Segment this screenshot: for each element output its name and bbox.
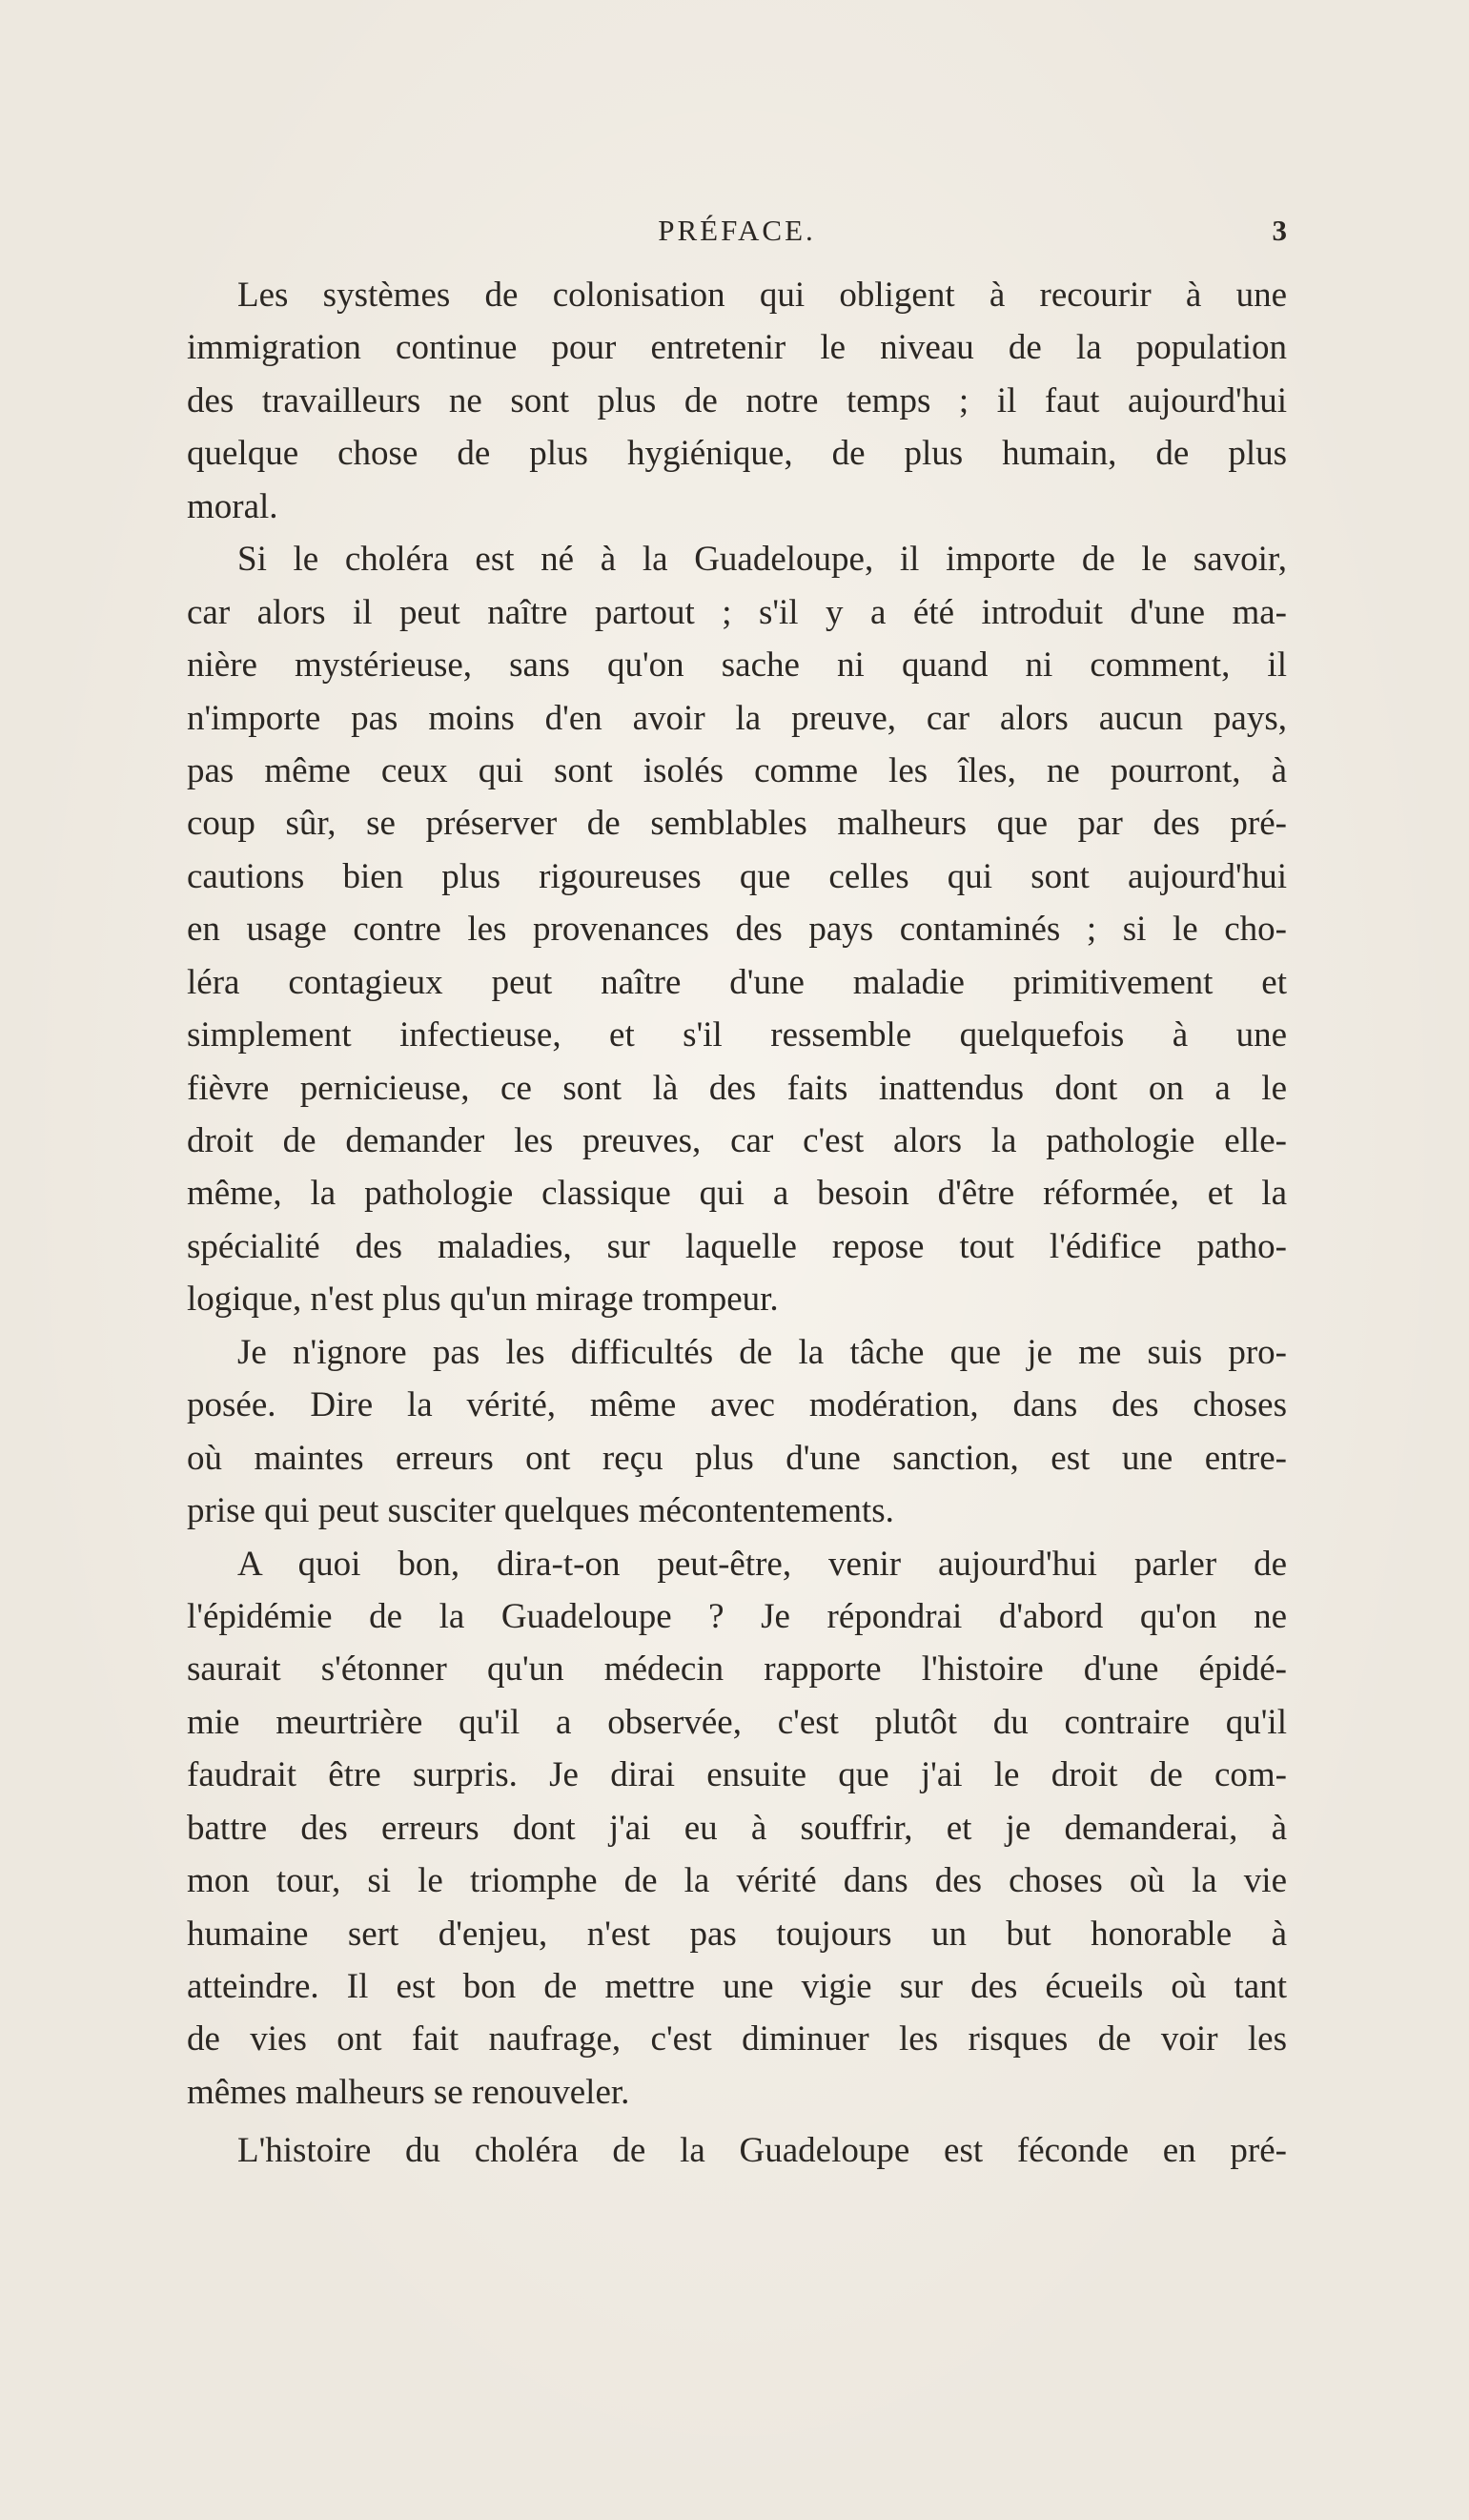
text-line: de vies ont fait naufrage, c'est diminuer les risques de voir les bbox=[187, 2019, 1287, 2059]
text-line: des travailleurs ne sont plus de notre temps ; il faut aujourd'hui bbox=[187, 380, 1287, 420]
text-line: léra contagieux peut naître d'une maladie primitivement et bbox=[187, 962, 1287, 1002]
text-line: coup sûr, se préserver de semblables malheurs que par des pré- bbox=[187, 804, 1287, 844]
text-line: humaine sert d'enjeu, n'est pas toujours un but honorable à bbox=[187, 1914, 1287, 1954]
text-line: droit de demander les preuves, car c'est alors la pathologie elle- bbox=[187, 1121, 1287, 1160]
text-line: même, la pathologie classique qui a besoin d'être réformée, et la bbox=[187, 1174, 1287, 1214]
text-line: Les systèmes de colonisation qui obligent à recourir à une bbox=[237, 276, 1287, 315]
text-line: moral. bbox=[187, 486, 278, 526]
page-number: 3 bbox=[1272, 214, 1287, 247]
running-title: PRÉFACE. bbox=[658, 214, 816, 247]
text-line: simplement infectieuse, et s'il ressemble quelquefois à une bbox=[187, 1015, 1287, 1055]
text-line: en usage contre les provenances des pays contaminés ; si le cho- bbox=[187, 910, 1287, 950]
text-line: mon tour, si le triomphe de la vérité dans des choses où la vie bbox=[187, 1861, 1287, 1901]
text-line: atteindre. Il est bon de mettre une vigie sur des écueils où tant bbox=[187, 1967, 1287, 2006]
body-text bbox=[187, 269, 1287, 2178]
text-line: cautions bien plus rigoureuses que celles qui sont aujourd'hui bbox=[187, 856, 1287, 896]
text-line: car alors il peut naître partout ; s'il y a été introduit d'une ma- bbox=[187, 592, 1287, 632]
page-header bbox=[187, 202, 1287, 259]
text-line: fièvre pernicieuse, ce sont là des faits inattendus dont on a le bbox=[187, 1068, 1287, 1108]
text-line: A quoi bon, dira-t-on peut-être, venir aujourd'hui parler de bbox=[237, 1544, 1287, 1584]
text-line: Je n'ignore pas les difficultés de la tâche que je me suis pro- bbox=[237, 1332, 1287, 1372]
text-line: Si le choléra est né à la Guadeloupe, il importe de le savoir, bbox=[237, 540, 1287, 580]
text-line: posée. Dire la vérité, même avec modération, dans des choses bbox=[187, 1385, 1287, 1425]
text-line: L'histoire du choléra de la Guadeloupe est féconde en pré- bbox=[237, 2131, 1287, 2171]
text-line: prise qui peut susciter quelques mécontentements. bbox=[187, 1491, 894, 1531]
text-line: saurait s'étonner qu'un médecin rapporte l'histoire d'une épidé- bbox=[187, 1649, 1287, 1690]
text-line: immigration continue pour entretenir le niveau de la population bbox=[187, 328, 1287, 368]
text-line: n'importe pas moins d'en avoir la preuve, car alors aucun pays, bbox=[187, 698, 1287, 738]
text-line: battre des erreurs dont j'ai eu à souffrir, et je demanderai, à bbox=[187, 1808, 1287, 1848]
text-line: quelque chose de plus hygiénique, de plus humain, de plus bbox=[187, 434, 1287, 474]
text-line: pas même ceux qui sont isolés comme les îles, ne pourront, à bbox=[187, 750, 1287, 790]
text-line: où maintes erreurs ont reçu plus d'une sanction, est une entre- bbox=[187, 1438, 1287, 1478]
text-line: spécialité des maladies, sur laquelle repose tout l'édifice patho- bbox=[187, 1226, 1287, 1266]
text-line: nière mystérieuse, sans qu'on sache ni quand ni comment, il bbox=[187, 645, 1287, 686]
text-line: mêmes malheurs se renouveler. bbox=[187, 2072, 630, 2112]
text-line: mie meurtrière qu'il a observée, c'est plutôt du contraire qu'il bbox=[187, 1702, 1287, 1742]
text-line: logique, n'est plus qu'un mirage trompeur. bbox=[187, 1280, 779, 1320]
text-line: l'épidémie de la Guadeloupe ? Je répondrai d'abord qu'on ne bbox=[187, 1596, 1287, 1636]
text-line: faudrait être surpris. Je dirai ensuite que j'ai le droit de com- bbox=[187, 1755, 1287, 1795]
